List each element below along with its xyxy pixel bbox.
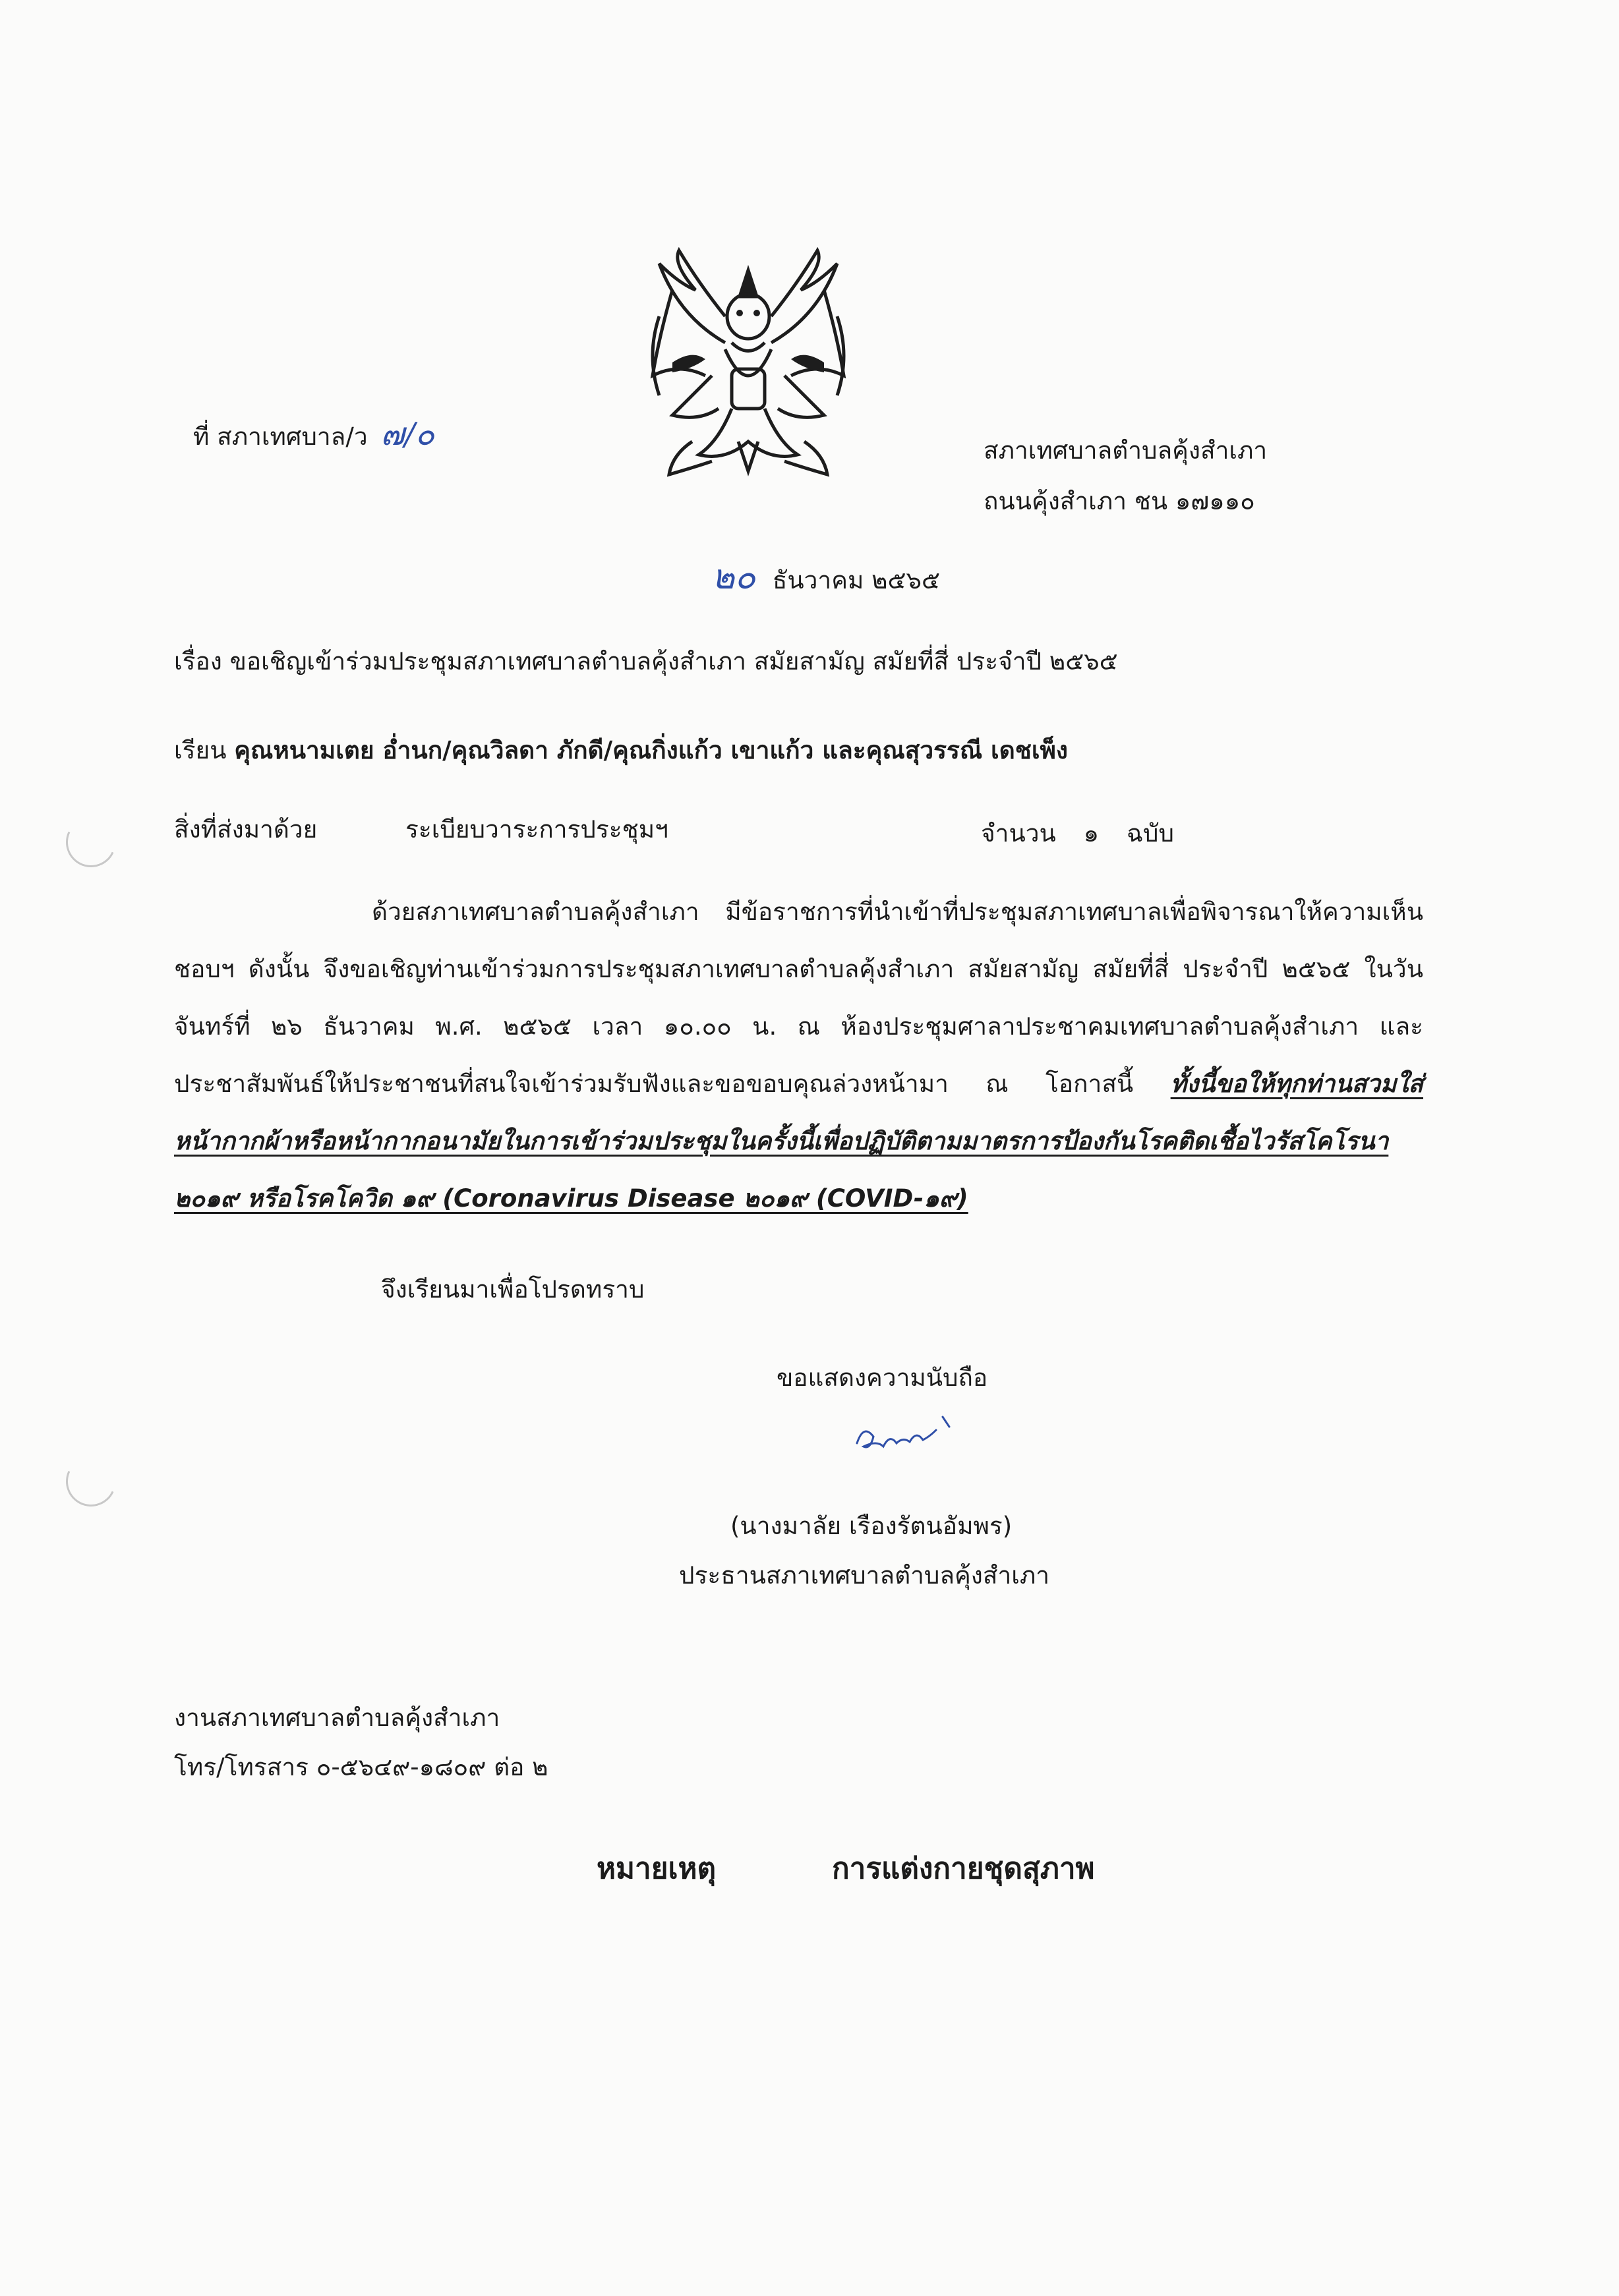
regards-text: ขอแสดงความนับถือ xyxy=(777,1363,988,1392)
signature-icon xyxy=(844,1410,962,1463)
enclosure-count-line xyxy=(981,821,1174,846)
enclosure-label: สิ่งที่ส่งมาด้วย xyxy=(174,815,318,844)
subject-line xyxy=(174,649,1118,674)
garuda-emblem xyxy=(633,244,864,494)
body-text: ด้วยสภาเทศบาลตำบลคุ้งสำเภา มีข้อราชการที่นำเข้าที่ประชุมสภาเทศบาลเพื่อพิจารณาให้ความเห็นชอบฯ ดังนั้น จึงขอเชิญท่านเข้าร่วมการประชุมสภาเทศบาลตำบลคุ้งสำเภา สมัยสามัญ สมัยที่สี่ ประจำปี ๒๕๖๕ ในวันจันทร์ที่ ๒๖ ธันวาคม พ.ศ. ๒๕๖๕ เวลา ๑๐.๐๐ น. ณ ห้องประชุมศาลาประชาคมเทศบาลตำบลคุ้งสำเภา และประชาสัมพันธ์ให้ประชาชนที่สนใจเข้าร่วมรับฟังและขอขอบคุณล่วงหน้ามา ณ โอกาสนี้ xyxy=(174,898,1423,1098)
body-paragraph xyxy=(174,883,1423,1227)
office-address: ถนนคุ้งสำเภา ชน ๑๗๑๑๐ xyxy=(984,487,1255,515)
enclosure-count-label: จำนวน xyxy=(981,819,1056,847)
reference-label: ที่ สภาเทศบาล/ว xyxy=(193,422,368,451)
recipient-line xyxy=(174,738,1068,762)
enclosure-count: ๑ xyxy=(1083,819,1100,847)
reference-number: ๗/๐ xyxy=(380,416,434,453)
date-line xyxy=(712,558,940,597)
handwritten-signature xyxy=(844,1410,962,1463)
signatory-name: (นางมาลัย เรืองรัตนอัมพร) xyxy=(730,1512,1013,1540)
date-day: ๒๐ xyxy=(712,558,756,597)
enclosure-item: ระเบียบวาระการประชุมฯ xyxy=(405,815,668,844)
hole-punch-mark xyxy=(59,1449,123,1513)
signatory-position: ประธานสภาเทศบาลตำบลคุ้งสำเภา xyxy=(679,1561,1050,1590)
reference-line xyxy=(193,416,434,453)
note-label: หมายเหตุ xyxy=(597,1852,717,1885)
recipient-names: คุณหนามเตย อ่ำนก/คุณวิลดา ภักดี/คุณกิ่งแก้ว เขาแก้ว และคุณสุวรรณี เดชเพ็ง xyxy=(234,736,1068,764)
enclosure-unit: ฉบับ xyxy=(1126,819,1175,847)
subject-label: เรื่อง xyxy=(174,647,222,675)
garuda-emblem-icon xyxy=(633,244,864,494)
note-text: การแต่งกายชุดสุภาพ xyxy=(832,1852,1095,1885)
date-month-year: ธันวาคม ๒๕๖๕ xyxy=(772,566,940,594)
subject-text: ขอเชิญเข้าร่วมประชุมสภาเทศบาลตำบลคุ้งสำเภา สมัยสามัญ สมัยที่สี่ ประจำปี ๒๕๖๕ xyxy=(229,647,1118,675)
hole-punch-mark xyxy=(59,810,123,874)
footer-phone: โทร/โทรสาร ๐-๕๖๔๙-๑๘๐๙ ต่อ ๒ xyxy=(174,1753,548,1781)
footer-department: งานสภาเทศบาลตำบลคุ้งสำเภา xyxy=(174,1704,500,1732)
closing-line: จึงเรียนมาเพื่อโปรดทราบ xyxy=(381,1275,645,1304)
body-emphasis: ทั้งนี้ขอให้ทุกท่านสวมใส่หน้ากากผ้าหรือหน้ากากอนามัยในการเข้าร่วมประชุมในครั้งนี้เพื่อปฏิบัติตามมาตรการป้องกันโรคติดเชื้อไวรัสโคโรนา ๒๐๑๙ หรือโรคโควิด ๑๙ (Coronavirus Disease ๒๐๑๙ (COVID-๑๙) xyxy=(174,1070,1424,1213)
office-name: สภาเทศบาลตำบลคุ้งสำเภา xyxy=(984,436,1268,465)
recipient-label: เรียน xyxy=(174,736,227,764)
